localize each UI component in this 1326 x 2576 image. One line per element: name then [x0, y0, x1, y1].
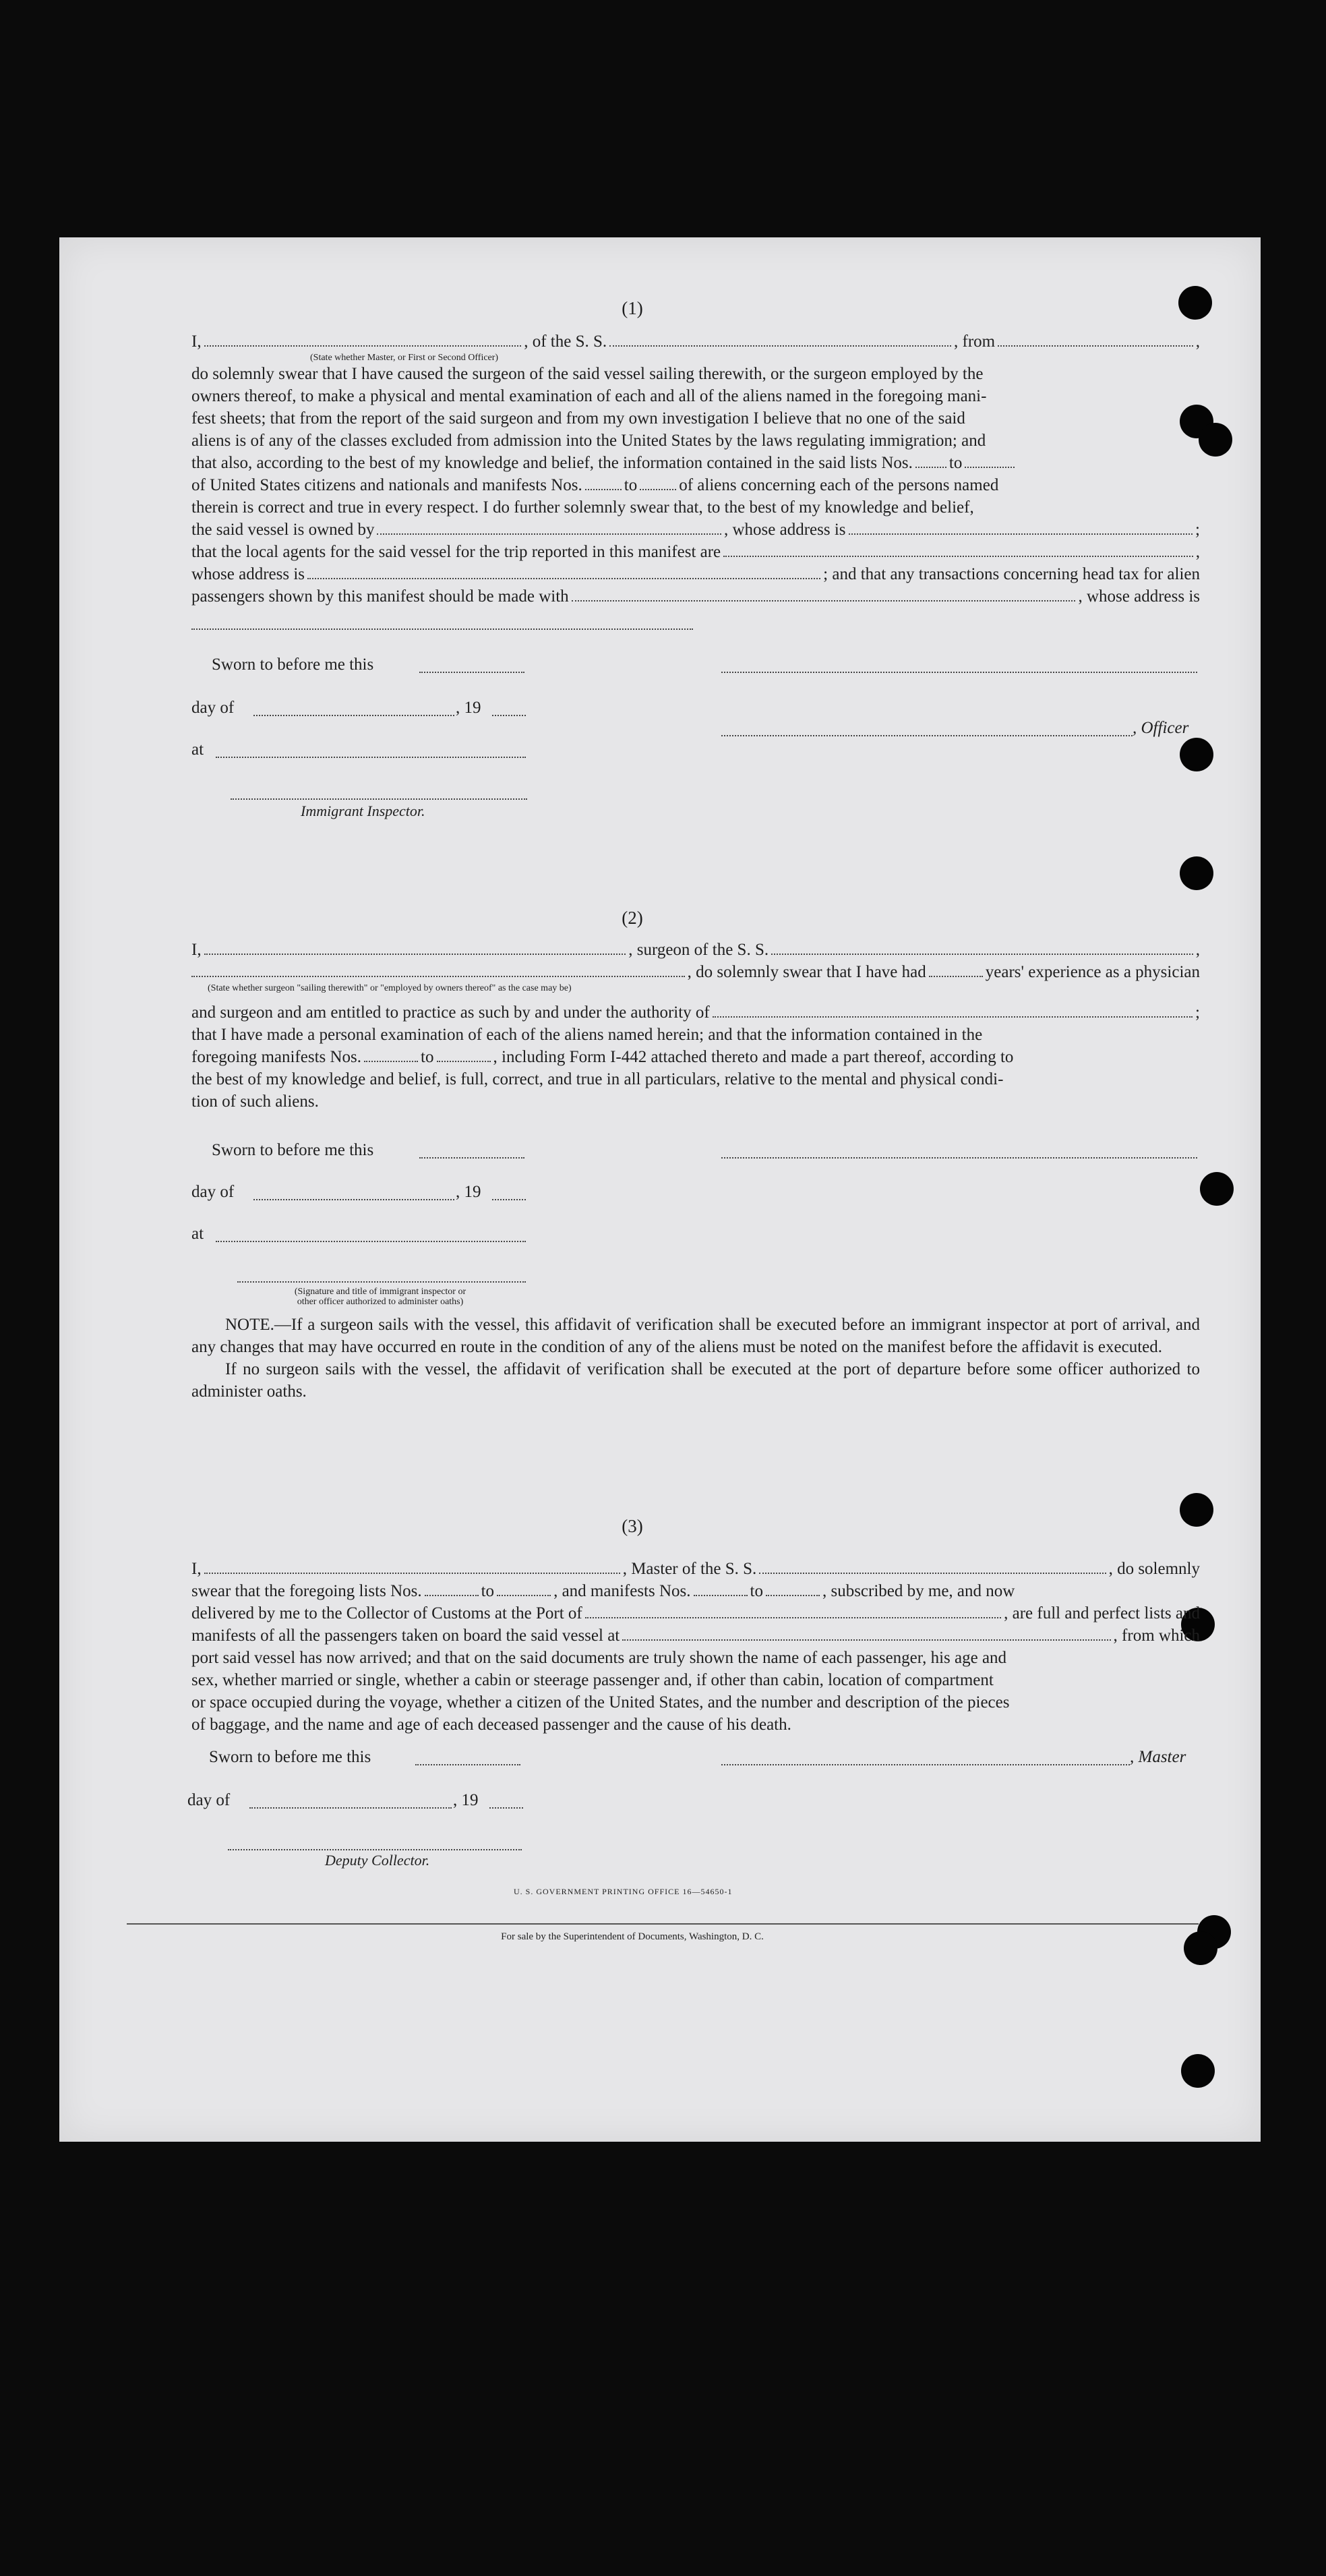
authority-field[interactable]: [713, 1005, 1193, 1018]
punch-hole: [1180, 738, 1213, 771]
s3-line1: I, , Master of the S. S. , do solemnly: [191, 1560, 1200, 1578]
headtax-field[interactable]: [572, 589, 1076, 602]
s1-sworn: Sworn to before me this: [212, 655, 374, 674]
headtax-address-field[interactable]: [191, 628, 693, 630]
s2-manifests-line: foregoing manifests Nos. to , including Form I-442 attached thereto and made a part thereof, according to: [191, 1048, 1014, 1066]
s3-lists-from-field[interactable]: [425, 1583, 479, 1597]
surgeon-name-field[interactable]: [204, 942, 626, 956]
port-field[interactable]: [585, 1606, 1001, 1619]
s3-day-of: day of: [187, 1791, 231, 1809]
s3-body-2: or space occupied during the voyage, whether a citizen of the United States, and the number and description of the pieces: [191, 1693, 1010, 1711]
s1-month-field[interactable]: [253, 715, 454, 716]
s3-collector-label: Deputy Collector.: [325, 1852, 430, 1869]
s1-owned-line: the said vessel is owned by , whose address is ;: [191, 521, 1200, 539]
s1-lists-line: that also, according to the best of my knowledge and belief, the information contained in the said lists Nos. to: [191, 452, 1200, 474]
s3-body-1: sex, whether married or single, whether a cabin or steerage passenger and, if other than cabin, location of compartment: [191, 1671, 994, 1689]
s2-19: , 19: [456, 1183, 481, 1201]
agents-address-field[interactable]: [307, 566, 820, 580]
s3-body-3: of baggage, and the name and age of each deceased passenger and the cause of his death.: [191, 1716, 791, 1734]
manifests-to-field[interactable]: [640, 477, 676, 491]
officer-signature-field[interactable]: [721, 735, 1133, 736]
s3-19: , 19: [453, 1791, 479, 1809]
s2-at: at: [191, 1225, 204, 1243]
inspector-signature-field[interactable]: [231, 798, 527, 800]
s2-sworn-day-field[interactable]: [419, 1157, 524, 1159]
manifests-from-field[interactable]: [585, 477, 622, 491]
s2-line2: , do solemnly swear that I have had years' experience as a physician: [191, 961, 1200, 983]
s3-line4: manifests of all the passengers taken on board the said vessel at , from which: [191, 1627, 1200, 1645]
s1-from: , from: [954, 332, 996, 351]
lists-to-field[interactable]: [965, 455, 1015, 469]
s2-manifests-to-field[interactable]: [437, 1049, 491, 1063]
s1-body-1: owners thereof, to make a physical and mental examination of each and all of the aliens named in the foregoing mani-: [191, 387, 987, 405]
s1-19: , 19: [456, 699, 481, 717]
s3-body-0: port said vessel has now arrived; and that on the said documents are truly shown the name of each passenger, his age and: [191, 1649, 1007, 1667]
s1-body-6: therein is correct and true in every respect. I do further solemnly swear that, to the best of my knowledge and belief,: [191, 498, 974, 517]
punch-hole: [1199, 423, 1232, 457]
s2-year-field[interactable]: [492, 1199, 526, 1200]
s2-day-of: day of: [191, 1183, 235, 1201]
s1-body-2: fest sheets; that from the report of the said surgeon and from my own investigation I believe that no one of the said: [191, 409, 965, 428]
section-2-heading: (2): [622, 908, 643, 928]
s3-line3: delivered by me to the Collector of Customs at the Port of , are full and perfect lists and: [191, 1604, 1200, 1622]
s1-inspector-label: Immigrant Inspector.: [301, 802, 425, 819]
s1-subcaption: (State whether Master, or First or Second Officer): [310, 353, 499, 363]
s1-of-ss: , of the S. S.: [524, 332, 607, 351]
s1-signature-field[interactable]: [721, 672, 1197, 673]
s1-body-0: do solemnly swear that I have caused the surgeon of the said vessel sailing therewith, or the surgeon employed by the: [191, 365, 984, 383]
surgeon-signature-field[interactable]: [721, 1157, 1197, 1159]
section-3: [191, 1558, 1200, 1736]
s2-authority-line: and surgeon and am entitled to practice as such by and under the authority of ;: [191, 1003, 1200, 1022]
vessel-name-field[interactable]: [609, 334, 951, 347]
punch-hole: [1180, 856, 1213, 890]
section-1: [191, 330, 1200, 608]
owner-address-field[interactable]: [849, 522, 1193, 535]
footer-rule: [127, 1923, 1199, 1925]
s2-sig-caption: (Signature and title of immigrant inspector or other officer authorized to administer oaths): [294, 1287, 466, 1307]
owner-field[interactable]: [377, 522, 721, 535]
s1-year-field[interactable]: [492, 715, 526, 716]
s3-sworn-day-field[interactable]: [415, 1764, 520, 1765]
s2-line1: I, , surgeon of the S. S. ,: [191, 941, 1201, 959]
s3-master-label: , Master: [1130, 1748, 1186, 1766]
s3-sworn: Sworn to before me this: [209, 1748, 371, 1766]
s1-i: I,: [191, 332, 202, 351]
note-2: If no surgeon sails with the vessel, the affidavit of verification shall be executed at the port of departure before some officer authorized to administer oaths.: [191, 1360, 1200, 1401]
s2-subcaption: (State whether surgeon "sailing therewith" or "employed by owners thereof" as the case may be): [208, 983, 572, 993]
s2-body-1: that I have made a personal examination of each of the aliens named herein; and that the information contained in the: [191, 1026, 983, 1044]
sale-notice: For sale by the Superintendent of Documents, Washington, D. C.: [501, 1931, 764, 1942]
section-1-heading: (1): [622, 298, 643, 318]
s2-body-4: tion of such aliens.: [191, 1092, 319, 1111]
s2-note: [191, 1314, 1200, 1403]
s1-body-3: aliens is of any of the classes excluded from admission into the United States by the laws regulating immigration; and: [191, 432, 986, 450]
s1-agents-line: that the local agents for the said vessel for the trip reported in this manifest are ,: [191, 543, 1200, 561]
section-2: [191, 939, 1200, 1113]
printing-office-imprint: U. S. GOVERNMENT PRINTING OFFICE 16—54650-1: [514, 1887, 733, 1896]
s3-manifests-from-field[interactable]: [694, 1583, 748, 1597]
s1-day-of: day of: [191, 699, 235, 717]
agents-field[interactable]: [723, 544, 1193, 558]
s3-lists-to-field[interactable]: [497, 1583, 551, 1597]
s2-body-3: the best of my knowledge and belief, is full, correct, and true in all particulars, relative to the mental and physical condi-: [191, 1070, 1004, 1088]
embarkation-field[interactable]: [622, 1628, 1110, 1641]
from-port-field[interactable]: [998, 334, 1193, 347]
s1-line1: [191, 330, 1200, 353]
s3-manifests-to-field[interactable]: [766, 1583, 820, 1597]
surgeon-status-field[interactable]: [191, 964, 685, 978]
years-field[interactable]: [929, 964, 983, 978]
note-label: NOTE.: [225, 1316, 274, 1334]
master-signature-field[interactable]: [721, 1764, 1130, 1765]
s3-vessel-field[interactable]: [759, 1561, 1106, 1575]
s3-year-field[interactable]: [489, 1807, 523, 1809]
s2-manifests-from-field[interactable]: [364, 1049, 418, 1063]
s2-month-field[interactable]: [253, 1199, 454, 1200]
s2-vessel-field[interactable]: [771, 942, 1193, 956]
master-name-field[interactable]: [204, 1561, 620, 1575]
s1-sworn-day-field[interactable]: [419, 672, 524, 673]
s1-address-line: whose address is ; and that any transactions concerning head tax for alien: [191, 565, 1200, 583]
s1-headtax-line: passengers shown by this manifest should be made with , whose address is: [191, 587, 1200, 606]
s2-at-field[interactable]: [216, 1241, 526, 1242]
s3-line2: swear that the foregoing lists Nos. to , and manifests Nos. to , subscribed by me, and now: [191, 1582, 1015, 1600]
s2-sworn: Sworn to before me this: [212, 1141, 374, 1159]
s3-month-field[interactable]: [249, 1807, 452, 1809]
s1-comma: ,: [1195, 332, 1200, 351]
s1-at-field[interactable]: [216, 757, 526, 758]
s1-manifests-line: of United States citizens and nationals and manifests Nos. to of aliens concerning each of the persons named: [191, 476, 999, 494]
s1-at: at: [191, 740, 204, 759]
section-3-heading: (3): [622, 1516, 643, 1536]
punch-hole: [1200, 1172, 1234, 1206]
collector-signature-field[interactable]: [228, 1849, 522, 1850]
officer-name-field[interactable]: [204, 334, 522, 347]
note-1: —If a surgeon sails with the vessel, this affidavit of verification shall be executed before an immigrant inspector at port of arrival, and any changes that may have occurred en route in the condition of any of the aliens must be noted on the manifest before the affidavit is executed.: [191, 1316, 1200, 1356]
punch-hole: [1181, 2054, 1215, 2088]
lists-from-field[interactable]: [915, 455, 946, 469]
form-page: [59, 237, 1261, 2142]
s1-officer-label: , Officer: [1133, 719, 1189, 737]
s2-inspector-signature-field[interactable]: [237, 1281, 526, 1283]
